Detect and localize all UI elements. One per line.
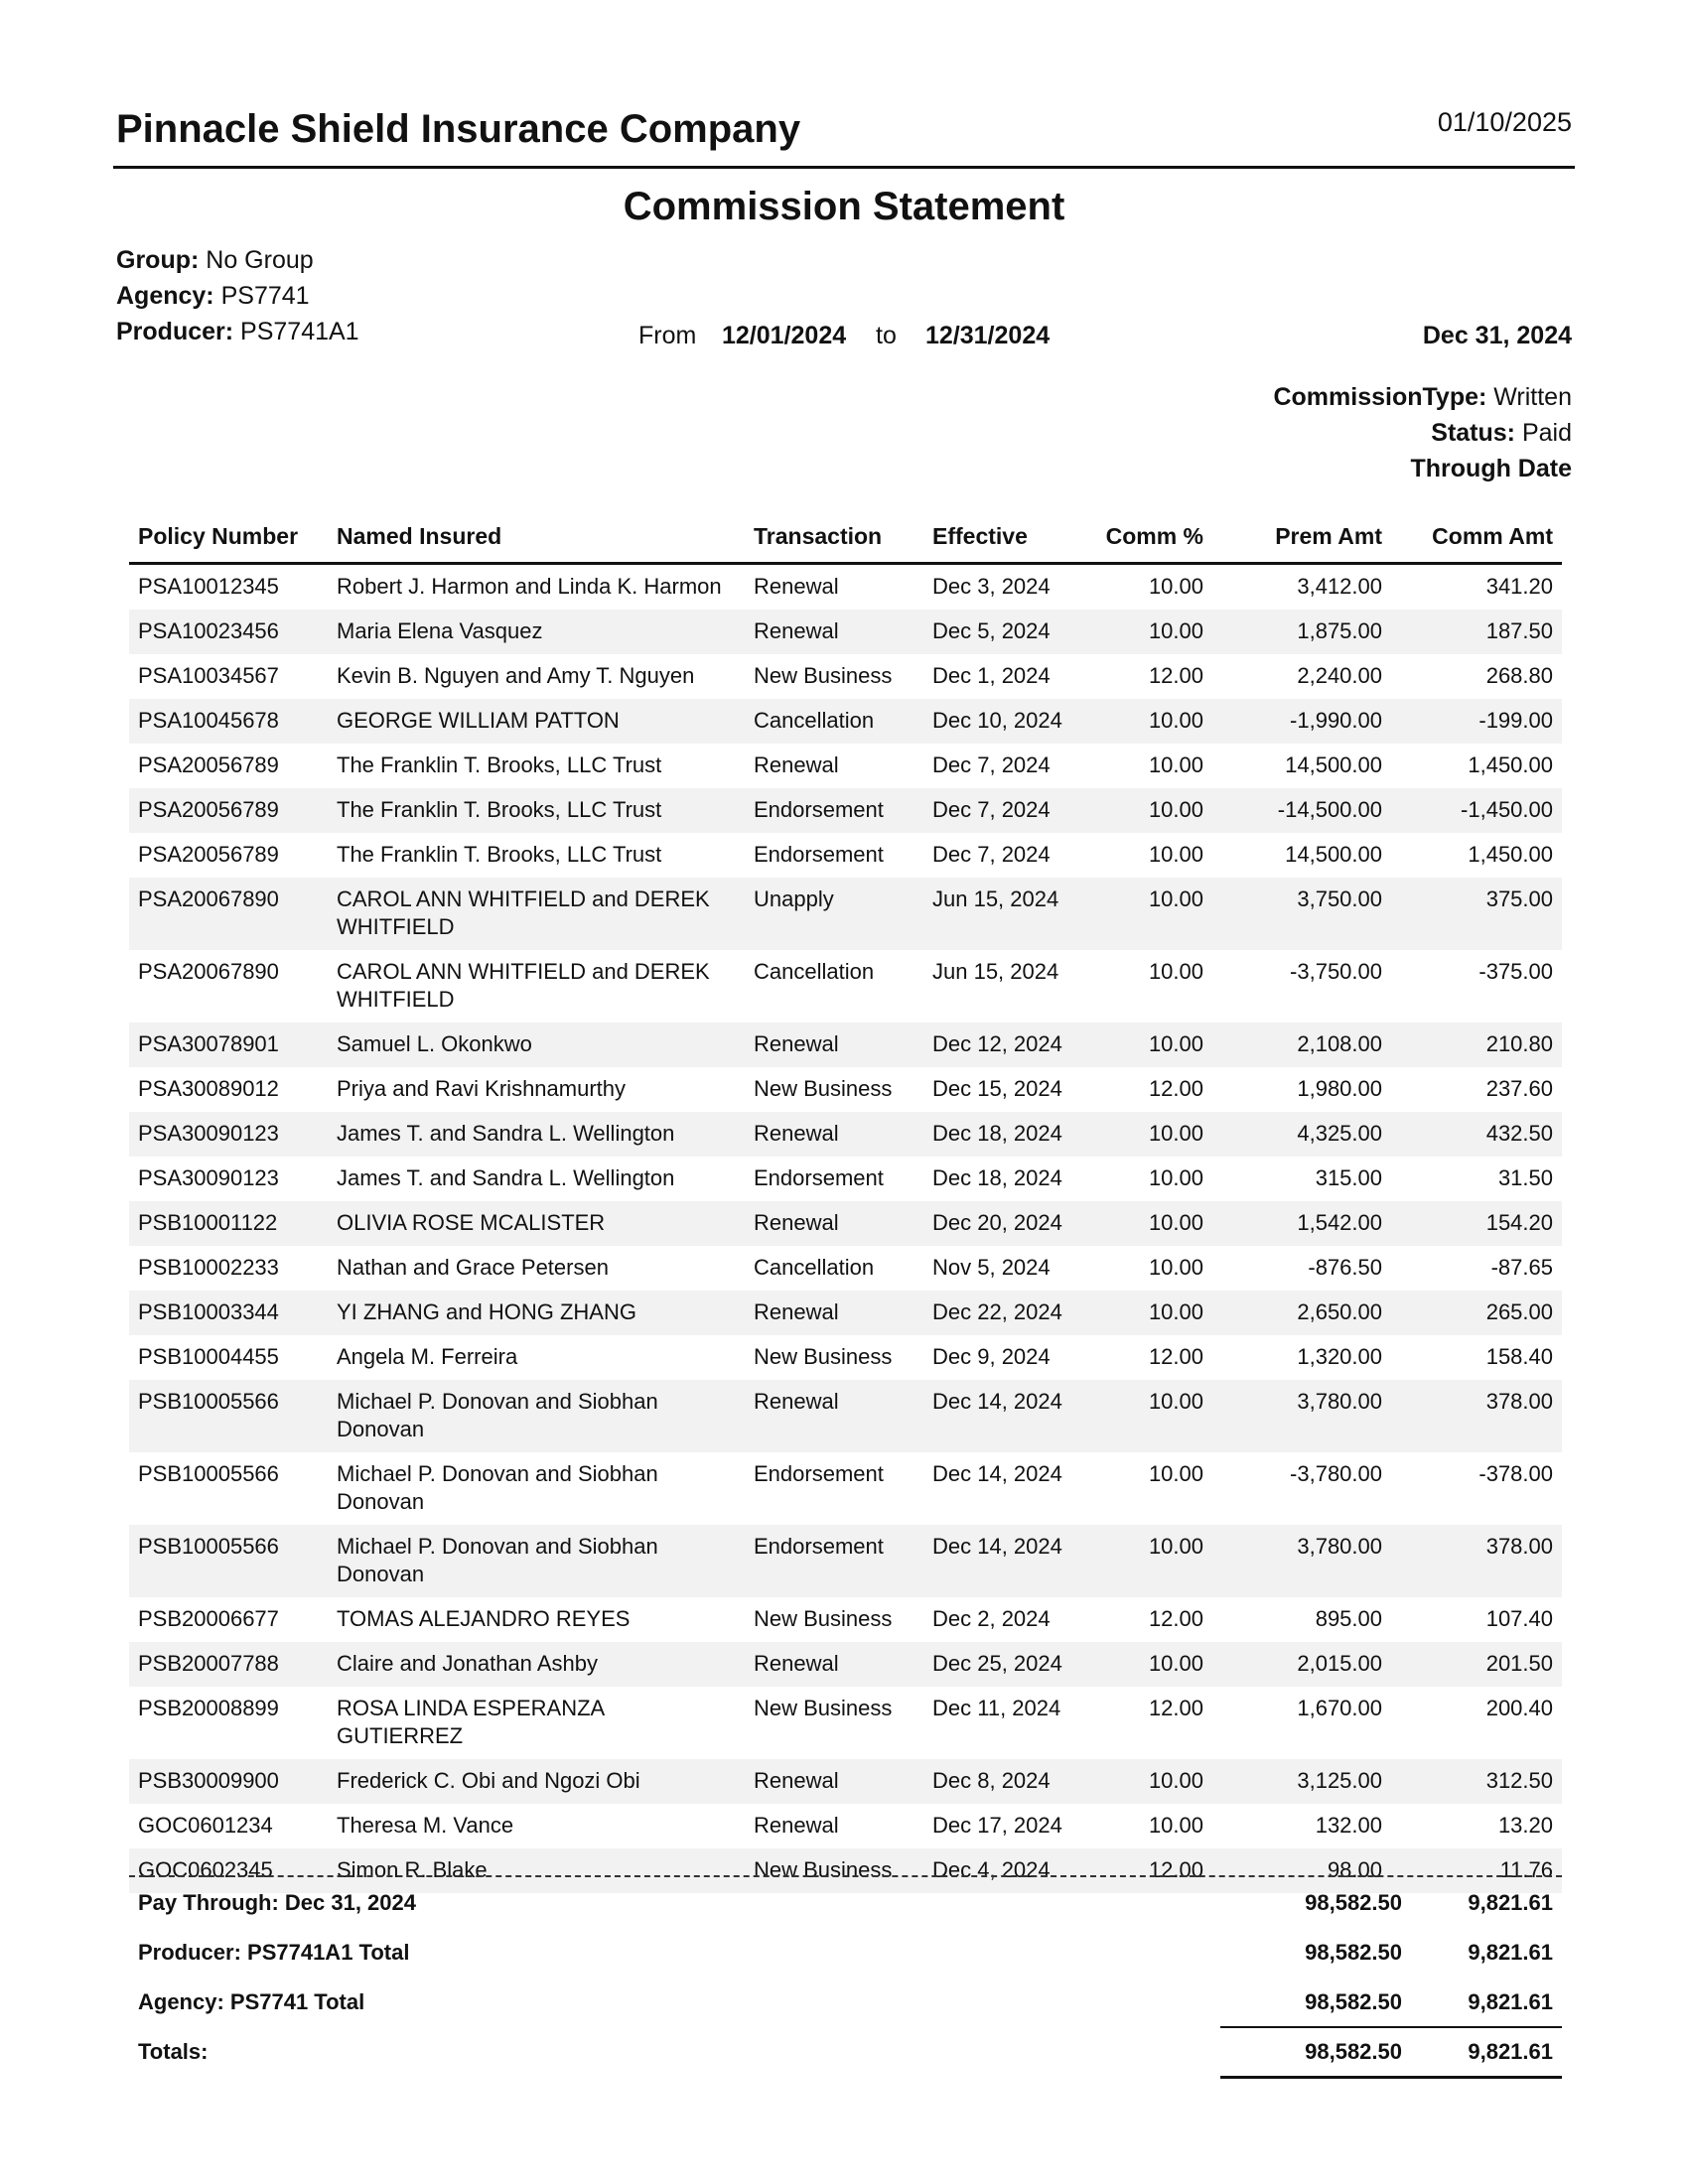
comm-pct-cell: 10.00 — [1148, 1813, 1203, 1838]
transaction-cell: Renewal — [745, 1201, 923, 1246]
effective-cell: Dec 1, 2024 — [932, 663, 1051, 688]
prem-amt-cell: -3,780.00 — [1290, 1461, 1382, 1486]
summary-section — [129, 1875, 1562, 2076]
transaction-cell: New Business — [754, 663, 893, 688]
table-row — [129, 1525, 1562, 1597]
producer-total-row — [129, 1927, 1562, 1977]
comm-pct-cell: 10.00 — [1082, 878, 1212, 950]
table-row — [129, 1804, 1562, 1848]
transaction-cell: Renewal — [745, 1380, 923, 1452]
comm-pct-cell: 10.00 — [1082, 1291, 1212, 1335]
pay-through-comm: 9,821.61 — [1468, 1890, 1553, 1915]
comm-pct-cell: 10.00 — [1148, 752, 1203, 777]
prem-amt-cell: -3,750.00 — [1290, 959, 1382, 984]
print-date: 01/10/2025 — [1437, 107, 1572, 137]
named-insured-cell: James T. and Sandra L. Wellington — [328, 1112, 745, 1157]
prem-amt-cell: 1,670.00 — [1297, 1696, 1382, 1720]
policy-number-cell: GOC0602345 — [129, 1848, 328, 1893]
policy-number-cell: PSA30090123 — [129, 1112, 328, 1157]
comm-amt-cell: 158.40 — [1485, 1344, 1553, 1369]
named-insured-cell: CAROL ANN WHITFIELD and DEREK WHITFIELD — [328, 878, 745, 950]
policy-number-cell: GOC0601234 — [138, 1813, 273, 1838]
commission-table — [129, 511, 1562, 1893]
comm-pct-cell: 12.00 — [1148, 663, 1203, 688]
pay-through-label: Pay Through: Dec 31, 2024 — [138, 1890, 416, 1915]
comm-amt-cell: -1,450.00 — [1391, 788, 1562, 833]
effective-cell: Nov 5, 2024 — [932, 1255, 1051, 1280]
named-insured-cell: The Franklin T. Brooks, LLC Trust — [337, 752, 662, 777]
table-row — [129, 654, 1562, 699]
pay-through-prem: 98,582.50 — [1305, 1890, 1402, 1915]
table-row — [129, 1335, 1562, 1380]
agency-total-row — [129, 1977, 1562, 2026]
policy-number-cell: PSA20067890 — [129, 878, 328, 950]
comm-amt-cell: 31.50 — [1497, 1165, 1553, 1190]
prem-amt-cell: 2,650.00 — [1212, 1291, 1391, 1335]
effective-cell: Dec 5, 2024 — [923, 610, 1082, 654]
group-value: No Group — [206, 246, 314, 274]
comm-pct-cell: 10.00 — [1082, 1525, 1212, 1597]
table-row — [129, 1067, 1562, 1112]
policy-number-cell: PSB10001122 — [129, 1201, 328, 1246]
comm-pct-cell: 10.00 — [1082, 610, 1212, 654]
named-insured-cell: Robert J. Harmon and Linda K. Harmon — [337, 574, 722, 599]
transaction-cell: Renewal — [745, 1112, 923, 1157]
prem-amt-cell: 2,108.00 — [1212, 1023, 1391, 1067]
table-row — [129, 1642, 1562, 1687]
policy-number-cell: PSA20056789 — [138, 842, 279, 867]
status-line — [1431, 419, 1572, 448]
effective-cell: Jun 15, 2024 — [932, 959, 1059, 984]
table-row — [129, 1452, 1562, 1525]
named-insured-cell: Simon R. Blake — [328, 1848, 745, 1893]
named-insured-cell: TOMAS ALEJANDRO REYES — [337, 1606, 631, 1631]
policy-number-cell: PSB10005566 — [129, 1380, 328, 1452]
comm-pct-cell: 10.00 — [1082, 1112, 1212, 1157]
from-label: From — [638, 322, 697, 349]
producer-label: Producer: — [116, 318, 234, 345]
effective-cell: Dec 10, 2024 — [923, 699, 1082, 744]
effective-cell: Dec 18, 2024 — [923, 1112, 1082, 1157]
named-insured-cell: Michael P. Donovan and Siobhan Donovan — [337, 1461, 658, 1514]
effective-cell: Dec 9, 2024 — [932, 1344, 1051, 1369]
prem-amt-cell: 98.00 — [1212, 1848, 1391, 1893]
commission-type-label: CommissionType: — [1273, 383, 1487, 411]
effective-cell: Dec 18, 2024 — [932, 1165, 1062, 1190]
named-insured-cell: YI ZHANG and HONG ZHANG — [328, 1291, 745, 1335]
agency-value: PS7741 — [220, 282, 310, 310]
table-row — [129, 1759, 1562, 1804]
prem-amt-cell: 2,015.00 — [1212, 1642, 1391, 1687]
effective-cell: Dec 25, 2024 — [923, 1642, 1082, 1687]
table-row — [129, 1157, 1562, 1201]
transaction-cell: Renewal — [754, 574, 839, 599]
transaction-cell: Renewal — [745, 1023, 923, 1067]
producer-total-label: Producer: PS7741A1 Total — [138, 1940, 410, 1965]
document-title: Commission Statement — [623, 185, 1065, 228]
effective-cell: Dec 2, 2024 — [932, 1606, 1051, 1631]
named-insured-cell: Theresa M. Vance — [337, 1813, 514, 1838]
column-header-prem-amt: Prem Amt — [1212, 511, 1391, 564]
header-divider — [113, 166, 1575, 169]
table-row — [129, 1112, 1562, 1157]
comm-amt-cell: 13.20 — [1497, 1813, 1553, 1838]
transaction-cell: Cancellation — [745, 699, 923, 744]
agency-label: Agency: — [116, 282, 214, 310]
commission-type-value: Written — [1493, 383, 1572, 411]
comm-amt-cell: 312.50 — [1391, 1759, 1562, 1804]
comm-amt-cell: 1,450.00 — [1468, 752, 1553, 777]
policy-number-cell: PSA20056789 — [129, 788, 328, 833]
policy-number-cell: PSB10005566 — [129, 1525, 328, 1597]
transaction-cell: Renewal — [754, 1813, 839, 1838]
table-header-row — [129, 511, 1562, 564]
producer-total-prem: 98,582.50 — [1305, 1940, 1402, 1965]
named-insured-cell: James T. and Sandra L. Wellington — [337, 1165, 675, 1190]
column-header-named-insured: Named Insured — [328, 511, 745, 564]
table-row — [129, 610, 1562, 654]
transaction-cell: Endorsement — [745, 788, 923, 833]
grand-total-label: Totals: — [138, 2039, 209, 2064]
producer-value: PS7741A1 — [240, 318, 359, 345]
comm-amt-cell: 432.50 — [1391, 1112, 1562, 1157]
comm-amt-cell: 187.50 — [1391, 610, 1562, 654]
status-value: Paid — [1521, 419, 1572, 447]
transaction-cell: Unapply — [745, 878, 923, 950]
prem-amt-cell: 3,750.00 — [1212, 878, 1391, 950]
effective-cell: Dec 7, 2024 — [932, 752, 1051, 777]
comm-pct-cell: 10.00 — [1148, 842, 1203, 867]
comm-pct-cell: 10.00 — [1082, 788, 1212, 833]
policy-number-cell: PSA20067890 — [138, 959, 279, 984]
comm-amt-cell: 375.00 — [1391, 878, 1562, 950]
comm-amt-cell: 201.50 — [1391, 1642, 1562, 1687]
transaction-cell: Endorsement — [754, 1461, 884, 1486]
effective-cell: Dec 7, 2024 — [932, 842, 1051, 867]
comm-amt-cell: 265.00 — [1391, 1291, 1562, 1335]
transaction-cell: Cancellation — [754, 959, 875, 984]
transaction-cell: New Business — [745, 1848, 923, 1893]
comm-pct-cell: 10.00 — [1082, 1380, 1212, 1452]
comm-pct-cell: 10.00 — [1148, 959, 1203, 984]
table-row — [129, 564, 1562, 611]
comm-pct-cell: 12.00 — [1148, 1606, 1203, 1631]
agency-total-comm: 9,821.61 — [1468, 1989, 1553, 2014]
policy-number-cell: PSB10002233 — [138, 1255, 279, 1280]
group-label: Group: — [116, 246, 200, 274]
effective-cell: Jun 15, 2024 — [923, 878, 1082, 950]
comm-pct-cell: 12.00 — [1148, 1076, 1203, 1101]
prem-amt-cell: 895.00 — [1315, 1606, 1382, 1631]
policy-number-cell: PSA10034567 — [138, 663, 279, 688]
table-row — [129, 699, 1562, 744]
table-row — [129, 1201, 1562, 1246]
table-row — [129, 1380, 1562, 1452]
prem-amt-cell: 132.00 — [1315, 1813, 1382, 1838]
policy-number-cell: PSA30089012 — [138, 1076, 279, 1101]
prem-amt-cell: 315.00 — [1315, 1165, 1382, 1190]
policy-number-cell: PSB10005566 — [138, 1461, 279, 1486]
comm-pct-cell: 10.00 — [1082, 1759, 1212, 1804]
comm-pct-cell: 12.00 — [1148, 1344, 1203, 1369]
prem-amt-cell: 14,500.00 — [1285, 842, 1382, 867]
comm-amt-cell: -199.00 — [1391, 699, 1562, 744]
prem-amt-cell: 1,542.00 — [1212, 1201, 1391, 1246]
comm-pct-cell: 10.00 — [1082, 1201, 1212, 1246]
effective-cell: Dec 20, 2024 — [923, 1201, 1082, 1246]
comm-pct-cell: 10.00 — [1082, 1642, 1212, 1687]
table-row — [129, 1597, 1562, 1642]
policy-number-cell: PSB10003344 — [129, 1291, 328, 1335]
comm-amt-cell: 378.00 — [1391, 1525, 1562, 1597]
named-insured-cell: Frederick C. Obi and Ngozi Obi — [328, 1759, 745, 1804]
comm-amt-cell: 200.40 — [1485, 1696, 1553, 1720]
named-insured-cell: CAROL ANN WHITFIELD and DEREK WHITFIELD — [337, 959, 710, 1012]
transaction-cell: Renewal — [745, 1759, 923, 1804]
comm-pct-cell: 10.00 — [1082, 1023, 1212, 1067]
transaction-cell: New Business — [754, 1696, 893, 1720]
comm-pct-cell: 10.00 — [1082, 699, 1212, 744]
effective-cell: Dec 3, 2024 — [932, 574, 1051, 599]
policy-number-cell: PSB10004455 — [138, 1344, 279, 1369]
transaction-cell: New Business — [754, 1076, 893, 1101]
policy-number-cell: PSA10012345 — [138, 574, 279, 599]
prem-amt-cell: -1,990.00 — [1212, 699, 1391, 744]
table-row — [129, 1291, 1562, 1335]
total-bottom-rule — [1220, 2076, 1562, 2079]
producer-line — [116, 318, 359, 346]
transaction-cell: Endorsement — [754, 842, 884, 867]
table-row — [129, 1023, 1562, 1067]
comm-pct-cell: 12.00 — [1148, 1696, 1203, 1720]
named-insured-cell: Kevin B. Nguyen and Amy T. Nguyen — [337, 663, 695, 688]
prem-amt-cell: 3,780.00 — [1212, 1380, 1391, 1452]
transaction-cell: New Business — [754, 1344, 893, 1369]
commission-type-line — [1273, 383, 1572, 412]
comm-amt-cell: 11.76 — [1391, 1848, 1562, 1893]
table-row — [129, 1687, 1562, 1759]
grand-total-comm: 9,821.61 — [1468, 2039, 1553, 2064]
table-row — [129, 744, 1562, 788]
policy-number-cell: PSA10045678 — [129, 699, 328, 744]
comm-pct-cell: 12.00 — [1082, 1848, 1212, 1893]
transaction-cell: Renewal — [745, 1291, 923, 1335]
pay-through-row — [129, 1877, 1562, 1927]
comm-amt-cell: 341.20 — [1485, 574, 1553, 599]
named-insured-cell: Nathan and Grace Petersen — [337, 1255, 609, 1280]
named-insured-cell: Samuel L. Okonkwo — [328, 1023, 745, 1067]
prem-amt-cell: 3,412.00 — [1297, 574, 1382, 599]
named-insured-cell: Maria Elena Vasquez — [328, 610, 745, 654]
comm-amt-cell: 237.60 — [1485, 1076, 1553, 1101]
policy-number-cell: PSB30009900 — [129, 1759, 328, 1804]
comm-amt-cell: -87.65 — [1490, 1255, 1553, 1280]
effective-cell: Dec 11, 2024 — [932, 1696, 1061, 1720]
prem-amt-cell: 2,240.00 — [1297, 663, 1382, 688]
status-label: Status: — [1431, 419, 1515, 447]
through-date-label: Through Date — [1410, 455, 1572, 482]
transaction-cell: Renewal — [745, 1642, 923, 1687]
column-header-transaction: Transaction — [745, 511, 923, 564]
comm-pct-cell: 10.00 — [1148, 1255, 1203, 1280]
table-row — [129, 878, 1562, 950]
effective-cell: Dec 7, 2024 — [923, 788, 1082, 833]
named-insured-cell: OLIVIA ROSE MCALISTER — [328, 1201, 745, 1246]
comm-pct-cell: 10.00 — [1148, 1461, 1203, 1486]
transaction-cell: Cancellation — [754, 1255, 875, 1280]
effective-cell: Dec 12, 2024 — [923, 1023, 1082, 1067]
comm-amt-cell: 210.80 — [1391, 1023, 1562, 1067]
named-insured-cell: Angela M. Ferreira — [337, 1344, 518, 1369]
prem-amt-cell: 3,780.00 — [1212, 1525, 1391, 1597]
transaction-cell: New Business — [754, 1606, 893, 1631]
named-insured-cell: Michael P. Donovan and Siobhan Donovan — [328, 1380, 745, 1452]
from-date: 12/01/2024 — [722, 322, 847, 349]
comm-amt-cell: -378.00 — [1478, 1461, 1553, 1486]
table-row — [129, 833, 1562, 878]
table-row — [129, 1246, 1562, 1291]
effective-cell: Dec 14, 2024 — [923, 1380, 1082, 1452]
grand-total-row — [129, 2026, 1562, 2076]
agency-line — [116, 282, 310, 311]
policy-number-cell: PSA10023456 — [129, 610, 328, 654]
effective-cell: Dec 15, 2024 — [932, 1076, 1062, 1101]
policy-number-cell: PSB20008899 — [138, 1696, 279, 1720]
column-header-policy-number: Policy Number — [129, 511, 328, 564]
total-top-rule — [1220, 2026, 1562, 2028]
to-label: to — [876, 322, 897, 349]
effective-cell: Dec 17, 2024 — [932, 1813, 1062, 1838]
effective-cell: Dec 14, 2024 — [932, 1461, 1062, 1486]
transaction-cell: Endorsement — [754, 1165, 884, 1190]
comm-amt-cell: 1,450.00 — [1468, 842, 1553, 867]
comm-amt-cell: -375.00 — [1478, 959, 1553, 984]
effective-cell: Dec 4, 2024 — [923, 1848, 1082, 1893]
group-line — [116, 246, 314, 275]
to-date: 12/31/2024 — [925, 322, 1051, 349]
prem-amt-cell: -876.50 — [1308, 1255, 1382, 1280]
prem-amt-cell: 1,320.00 — [1297, 1344, 1382, 1369]
named-insured-cell: ROSA LINDA ESPERANZA GUTIERREZ — [337, 1696, 604, 1748]
comm-amt-cell: 268.80 — [1485, 663, 1553, 688]
table-row — [129, 788, 1562, 833]
named-insured-cell: Priya and Ravi Krishnamurthy — [337, 1076, 627, 1101]
effective-cell: Dec 14, 2024 — [923, 1525, 1082, 1597]
named-insured-cell: The Franklin T. Brooks, LLC Trust — [328, 788, 745, 833]
policy-number-cell: PSA20056789 — [138, 752, 279, 777]
grand-total-prem: 98,582.50 — [1305, 2039, 1402, 2064]
transaction-cell: Renewal — [745, 610, 923, 654]
named-insured-cell: The Franklin T. Brooks, LLC Trust — [337, 842, 662, 867]
table-row — [129, 950, 1562, 1023]
column-header-effective: Effective — [923, 511, 1082, 564]
agency-total-prem: 98,582.50 — [1305, 1989, 1402, 2014]
prem-amt-cell: -14,500.00 — [1212, 788, 1391, 833]
column-header-comm-amt: Comm Amt — [1391, 511, 1562, 564]
policy-number-cell: PSA30078901 — [129, 1023, 328, 1067]
company-name: Pinnacle Shield Insurance Company — [116, 107, 801, 151]
comm-pct-cell: 10.00 — [1148, 574, 1203, 599]
effective-cell: Dec 8, 2024 — [923, 1759, 1082, 1804]
policy-number-cell: PSA30090123 — [138, 1165, 279, 1190]
column-header-comm-pct: Comm % — [1082, 511, 1212, 564]
policy-number-cell: PSB20006677 — [138, 1606, 279, 1631]
comm-amt-cell: 107.40 — [1485, 1606, 1553, 1631]
comm-amt-cell: 154.20 — [1391, 1201, 1562, 1246]
statement-date: Dec 31, 2024 — [1422, 322, 1572, 349]
agency-total-label: Agency: PS7741 Total — [138, 1989, 365, 2014]
policy-number-cell: PSB20007788 — [129, 1642, 328, 1687]
prem-amt-cell: 1,875.00 — [1212, 610, 1391, 654]
prem-amt-cell: 14,500.00 — [1285, 752, 1382, 777]
prem-amt-cell: 3,125.00 — [1212, 1759, 1391, 1804]
effective-cell: Dec 22, 2024 — [923, 1291, 1082, 1335]
comm-pct-cell: 10.00 — [1148, 1165, 1203, 1190]
comm-amt-cell: 378.00 — [1391, 1380, 1562, 1452]
named-insured-cell: Michael P. Donovan and Siobhan Donovan — [328, 1525, 745, 1597]
producer-total-comm: 9,821.61 — [1468, 1940, 1553, 1965]
transaction-cell: Endorsement — [745, 1525, 923, 1597]
named-insured-cell: Claire and Jonathan Ashby — [328, 1642, 745, 1687]
prem-amt-cell: 4,325.00 — [1212, 1112, 1391, 1157]
prem-amt-cell: 1,980.00 — [1297, 1076, 1382, 1101]
transaction-cell: Renewal — [754, 752, 839, 777]
named-insured-cell: GEORGE WILLIAM PATTON — [328, 699, 745, 744]
